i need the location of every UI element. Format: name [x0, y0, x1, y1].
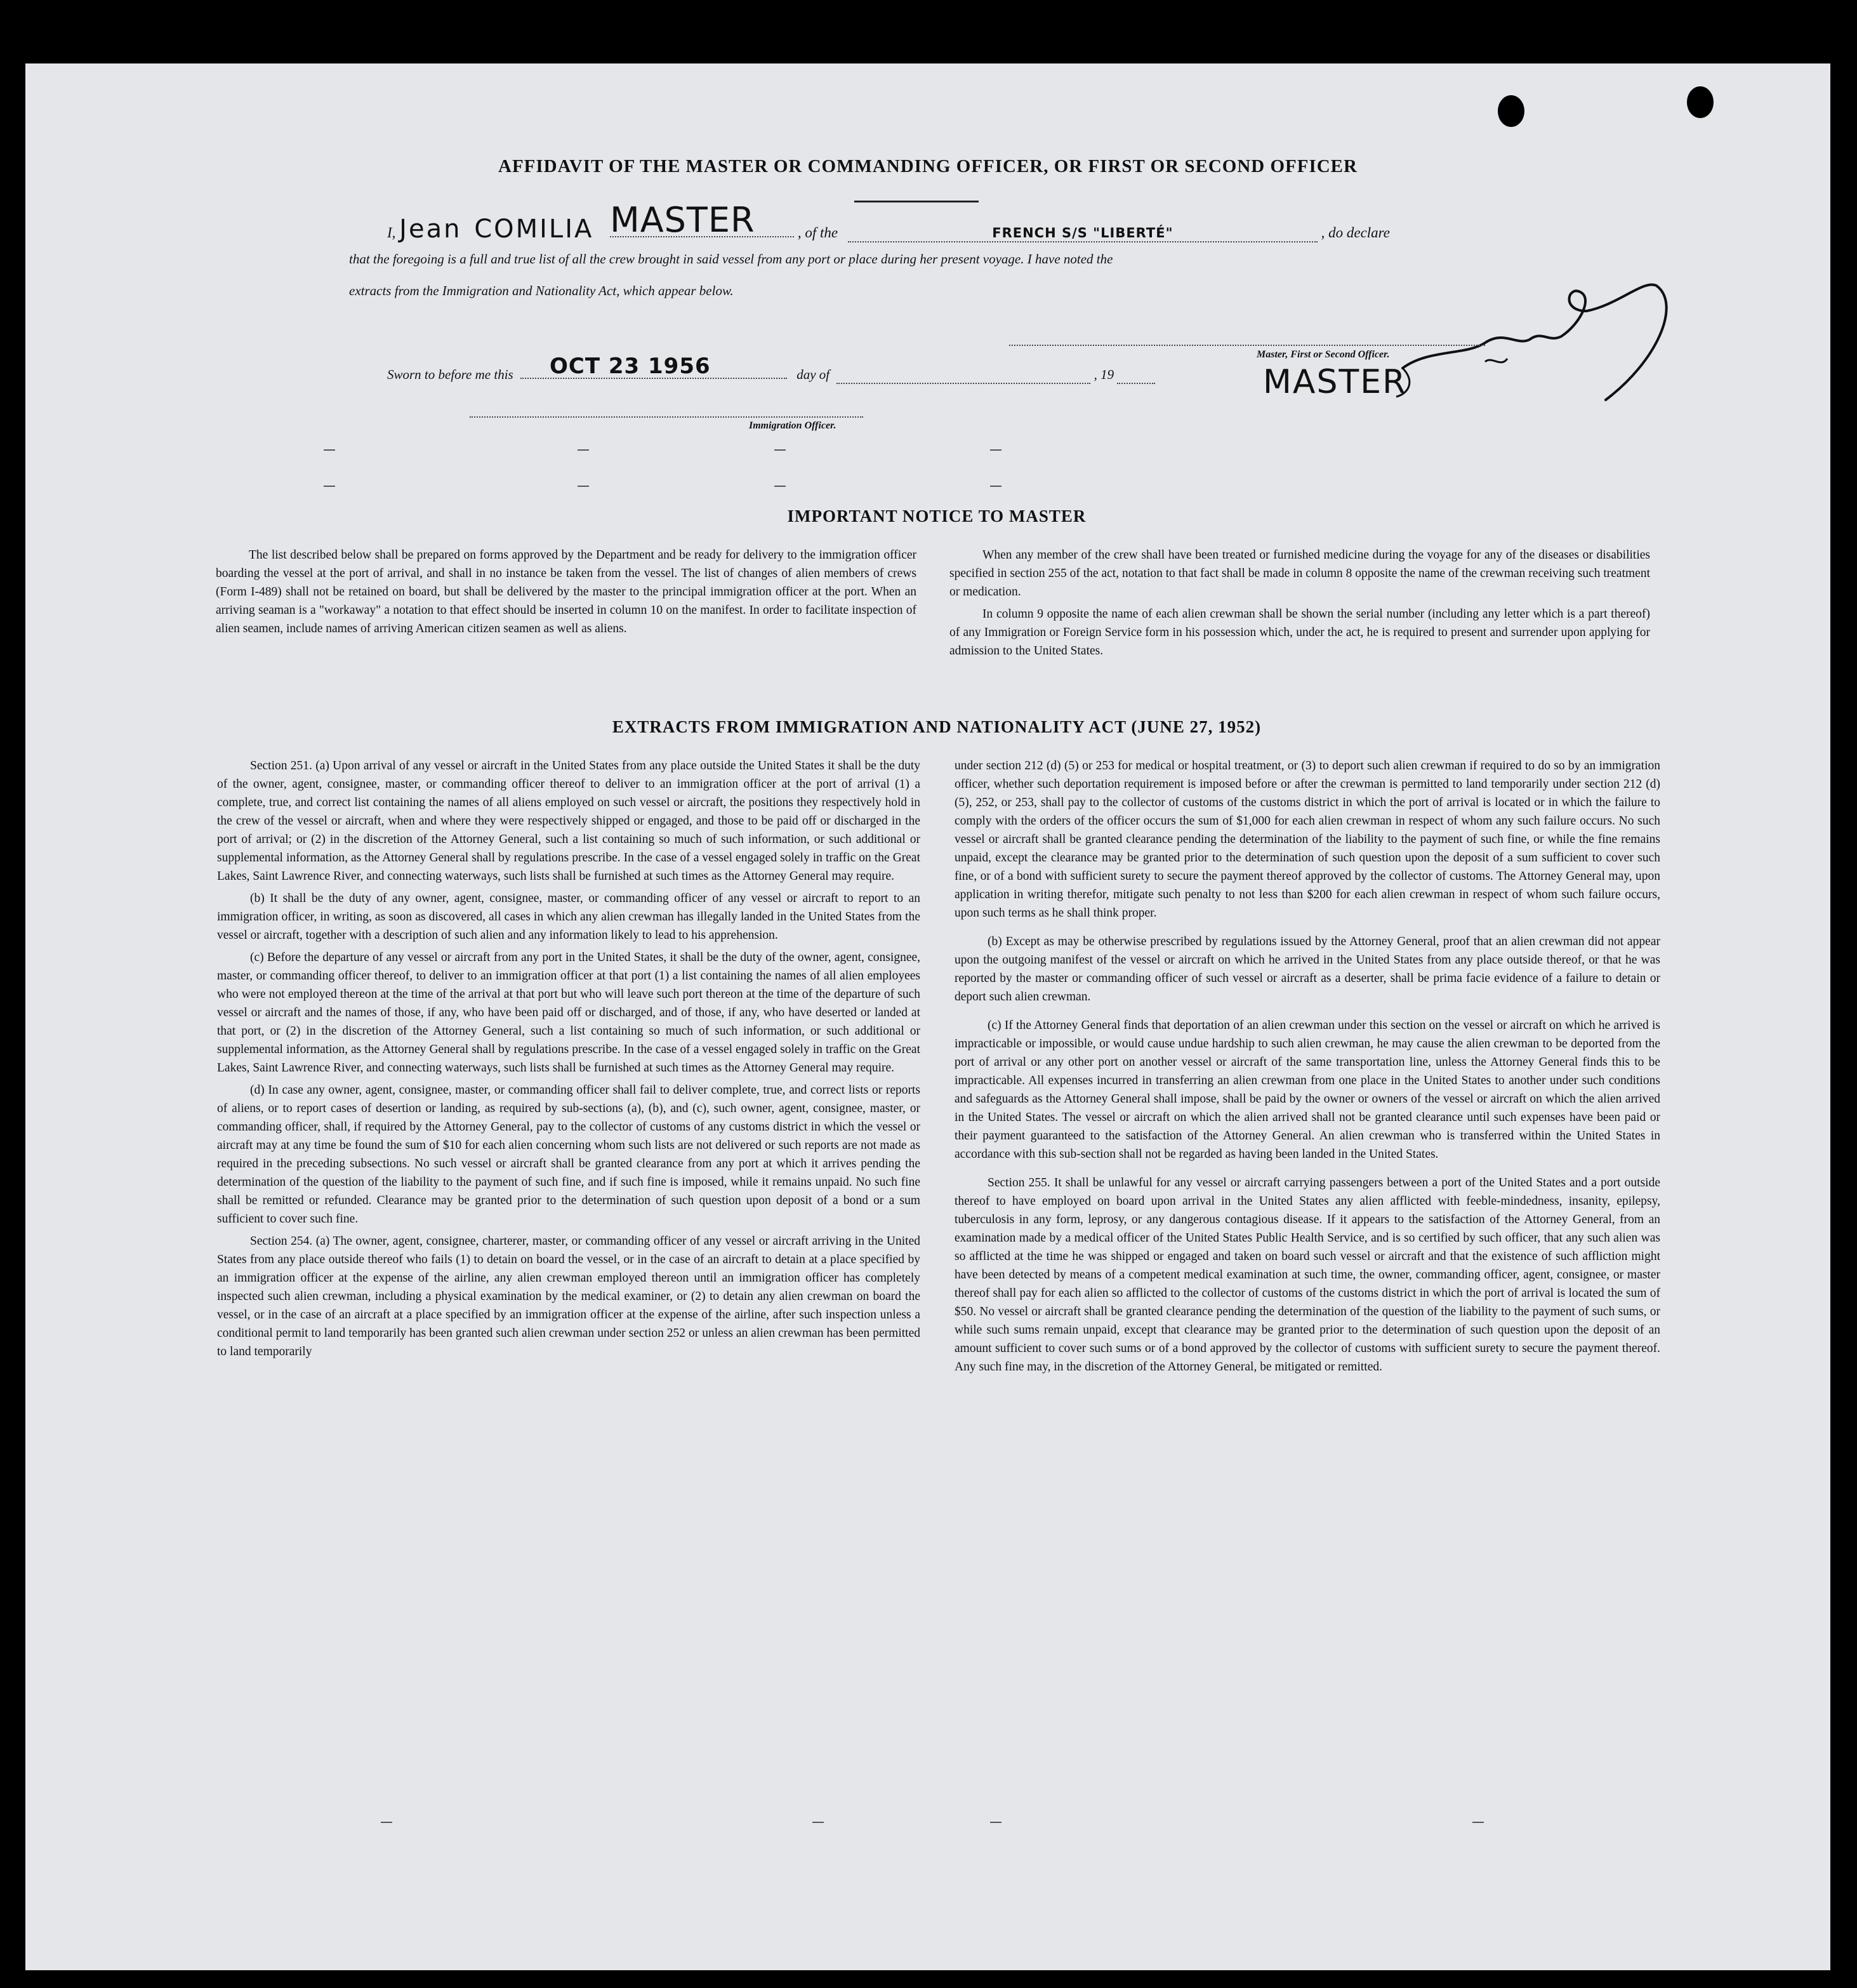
extracts-left-column: [217, 757, 920, 1361]
faint-mark: [774, 449, 786, 451]
declaration-text-line3: extracts from the Immigration and Nationality Act, which appear below.: [349, 283, 734, 298]
declaration-text-line2: that the foregoing is a full and true list of all the crew brought in said vessel from any port or place during her present voyage. I have noted the: [349, 251, 1113, 267]
declaration-line: [387, 200, 1390, 244]
declarant-rank: MASTER: [610, 200, 755, 240]
immigration-officer-line: [470, 416, 863, 418]
faint-mark: [324, 449, 335, 451]
master-stamp: MASTER: [1263, 363, 1407, 401]
section-254-a: Section 254. (a) The owner, agent, consignee, charterer, master, or commanding officer of any vessel or aircraft arriving in the United States from any place outside thereof who fails (1) to detain on board the vessel, or in the case of an aircraft to detain at a place specified by an immigration officer at the expense of the airline, any alien crewman employed thereon until an immigration officer has completely inspected such alien crewman, including a physical examination by the medical examiner, or (2) to detain any alien crewman on board the vessel, or in the case of an aircraft at a place specified by an immigration officer at the expense of the airline, after such inspection unless a conditional permit to land temporarily has been granted such alien crewman under section 252 or unless an alien crewman has been permitted to land temporarily: [217, 1235, 920, 1358]
faint-mark: [578, 449, 589, 451]
faint-mark: [381, 1822, 392, 1823]
signature-line: [1009, 345, 1485, 346]
rank-field: [610, 200, 794, 240]
year-prefix: , 19: [1094, 367, 1114, 382]
vessel-field: [848, 225, 1318, 242]
handwritten-signature: [1390, 235, 1695, 425]
do-declare-label: , do declare: [1321, 225, 1390, 241]
sworn-prefix: Sworn to before me this: [387, 367, 513, 382]
day-of-label: day of: [796, 367, 830, 382]
declaration-prefix: I,: [387, 225, 396, 241]
immigration-officer-caption: Immigration Officer.: [749, 420, 836, 431]
faint-mark: [324, 486, 335, 487]
title-rule: [854, 201, 979, 202]
section-251-c: (c) Before the departure of any vessel or aircraft from any port in the United States, it shall be the duty of the owner, agent, consignee, master, or commanding officer thereof, to deliver to an immigration officer at that port (1) a list containing the names of all alien employees who were not employed thereon at the time of the arrival at that port but who will leave such port thereon at the time of the departure of such vessel or aircraft and the names of those, if any, who have been paid off or discharged, and of those, if any, who have deserted or landed at that port, or (2) in the discretion of the Attorney General, such a list containing so much of such information, or such additional or supplemental information, as the Attorney General shall by regulations prescribe. In the case of a vessel engaged solely in traffic on the Great Lakes, Saint Lawrence River, and connecting waterways, such lists shall be furnished at such times as the Attorney General may require.: [217, 951, 920, 1075]
declarant-first-name: Jean: [399, 215, 462, 244]
vessel-name: FRENCH S/S "LIBERTÉ": [992, 225, 1173, 241]
section-254-b: (b) Except as may be otherwise prescribed by regulations issued by the Attorney General, proof that an alien crewman did not appear upon the outgoing manifest of the vessel or aircraft on which he arrived in the United States from any place outside thereof, or that he was reported by the master or commanding officer of such vessel or aircraft as a deserter, shall be prima facie evidence of a failure to detain or deport such alien crewman.: [955, 935, 1660, 1004]
section-255: Section 255. It shall be unlawful for any vessel or aircraft carrying passengers between a port of the United States and a port outside thereof to have employed on board upon arrival in the United States any alien afflicted with feeble-mindedness, insanity, epilepsy, tuberculosis in any form, leprosy, or any dangerous contagious disease. If it appears to the satisfaction of the Attorney General, from an examination made by a medical officer of the United States Public Health Service, and is so certified by such officer, that any such alien was so afflicted at the time he was shipped or engaged and taken on board such vessel or aircraft and that the existence of such affliction might have been detected by means of a competent medical examination at such time, the owner, commanding officer, agent, consignee, or master thereof shall pay for each alien so afflicted to the collector of customs of the customs district in which the port of arrival is located the sum of $50. No vessel or aircraft shall be granted clearance pending the determination of the question of the liability to the payment of such sums, or while such sums remain unpaid, except that clearance may be granted prior to the determination of such question upon the deposit of an amount sufficient to cover such sums or of a bond approved by the collector of customs with sufficient surety to secure the payment thereof. Any such fine may, in the discretion of the Attorney General, be mitigated or remitted.: [955, 1176, 1660, 1374]
month-field: [836, 367, 1090, 384]
year-field: [1117, 367, 1155, 384]
faint-mark: [578, 486, 589, 487]
sworn-date-stamp: OCT 23 1956: [549, 354, 711, 379]
punch-hole: [1498, 95, 1524, 127]
sworn-date-field: [520, 354, 787, 379]
section-251-d: (d) In case any owner, agent, consignee, master, or commanding officer shall fail to deliver complete, true, and correct lists or reports of aliens, or to report cases of desertion or landing, as required by sub-sections (a), (b), and (c), such owner, agent, consignee, master, or commanding officer, shall, if required by the Attorney General, pay to the collector of customs of any customs district in which the vessel or aircraft may at any time be found the sum of $10 for each alien concerning whom such lists are not delivered or such reports are not made as required in the preceding subsections. No such vessel or aircraft shall be granted clearance from any port at which it arrives pending the determination of the question of the liability to the payment of such fine, and if such fine is imposed, while it remains unpaid. No such fine shall be remitted or refunded. Clearance may be granted prior to the determination of such question upon deposit of a bond or a sum sufficient to cover such fine.: [217, 1083, 920, 1226]
of-the-label: , of the: [797, 225, 838, 241]
declarant-last-name: COMILIA: [474, 215, 594, 244]
extracts-title: EXTRACTS FROM IMMIGRATION AND NATIONALITY ACT (JUNE 27, 1952): [612, 717, 1262, 736]
notice-right-paragraph-1: When any member of the crew shall have been treated or furnished medicine during the voyage for any of the diseases or disabilities specified in section 255 of the act, notation to that fact shall be made in column 8 opposite the name of the crewman receiving such treatment or medication.: [949, 548, 1650, 599]
faint-mark: [1472, 1822, 1484, 1823]
sworn-line: [387, 354, 1155, 384]
section-251-a: Section 251. (a) Upon arrival of any vessel or aircraft in the United States from any place outside the United States it shall be the duty of the owner, agent, consignee, master, or commanding officer thereof to deliver to an immigration officer at the port of arrival (1) a complete, true, and correct list containing the names of all aliens employed on such vessel or aircraft, the positions they respectively hold in the crew of the vessel or aircraft, when and where they were respectively shipped or engaged, and those to be paid off or discharged in the port of arrival; or (2) in the discretion of the Attorney General, such a list containing so much of such information, or such additional or supplemental information, as the Attorney General shall by regulations prescribe. In the case of a vessel engaged solely in traffic on the Great Lakes, Saint Lawrence River, and connecting waterways, such lists shall be furnished at such times as the Attorney General may require.: [217, 759, 920, 883]
notice-left-column: [216, 546, 916, 638]
faint-mark: [990, 1822, 1001, 1823]
notice-right-paragraph-2: In column 9 opposite the name of each alien crewman shall be shown the serial number (including any letter which is a part thereof) of any Immigration or Foreign Service form in his possession which, under the act, he is required to present and surrender upon applying for admission to the United States.: [949, 607, 1650, 658]
punch-hole: [1687, 86, 1714, 118]
faint-mark: [812, 1822, 824, 1823]
document-page: [25, 63, 1830, 1970]
notice-left-paragraph: The list described below shall be prepared on forms approved by the Department and be ready for delivery to the immigration officer boarding the vessel at the port of arrival, and shall in no instance be taken from the vessel. The list of changes of alien members of crews (Form I-489) shall not be retained on board, but shall be delivered by the master to the principal immigration officer at the port. When an arriving seaman is a "workaway" a notation to that effect should be inserted in column 10 on the manifest. In order to facilitate inspection of alien seamen, include names of arriving American citizen seamen as well as aliens.: [216, 548, 916, 635]
notice-title: IMPORTANT NOTICE TO MASTER: [787, 507, 1087, 526]
faint-mark: [774, 486, 786, 487]
section-254-c: (c) If the Attorney General finds that deportation of an alien crewman under this section on the vessel or aircraft on which he arrived is impracticable or impossible, or would cause undue hardship to such alien crewman, he may cause the alien crewman to be deported from the port of arrival or any other port on another vessel or aircraft of the same transportation line, unless the Attorney General finds this to be impracticable. All expenses incurred in transferring an alien crewman from one place in the United States to another under such conditions and safeguards as the Attorney General shall impose, shall be paid by the owner or owners of the vessel or aircraft on which the alien arrived in the United States. The vessel or aircraft on which the alien arrived shall not be granted clearance until such expenses have been paid or their payment guaranteed to the satisfaction of the Attorney General. An alien crewman who is transferred within the United States in accordance with this sub-section shall not be regarded as having been landed in the United States.: [955, 1019, 1660, 1161]
extracts-right-column: [955, 757, 1660, 1376]
faint-mark: [990, 486, 1001, 487]
section-254-a-continued: under section 212 (d) (5) or 253 for medical or hospital treatment, or (3) to deport such alien crewman if required to do so by an immigration officer, whether such deportation requirement is imposed before or after the crewman is permitted to land temporarily under section 212 (d) (5), 252, or 253, shall pay to the collector of customs of the customs district in which the port of arrival is located or in which the failure to comply with the orders of the officer occurs the sum of $1,000 for each alien crewman in respect of whom any such failure occurs. No such vessel or aircraft shall be granted clearance pending the determination of the liability to the payment of such fine, or while the fine remains unpaid, except the clearance may be granted prior to the determination of such question upon the deposit of a sum sufficient to cover such fine, or of a bond with sufficient surety to secure the payment thereof approved by the collector of customs. The Attorney General may, upon application in writing therefor, mitigate such penalty to not less than $200 for each alien crewman in respect of whom such failure occurs, upon such terms as he shall think proper.: [955, 759, 1660, 920]
signature-caption: Master, First or Second Officer.: [1257, 349, 1390, 360]
affidavit-title: AFFIDAVIT OF THE MASTER OR COMMANDING OFFICER, OR FIRST OR SECOND OFFICER: [498, 156, 1358, 176]
section-251-b: (b) It shall be the duty of any owner, agent, consignee, master, or commanding officer of any vessel or aircraft to report to an immigration officer, in writing, as soon as discovered, all cases in which any alien crewman has illegally landed in the United States from the vessel or aircraft, together with a description of such alien and any information likely to lead to his apprehension.: [217, 892, 920, 942]
notice-right-column: [949, 546, 1650, 660]
faint-mark: [990, 449, 1001, 451]
